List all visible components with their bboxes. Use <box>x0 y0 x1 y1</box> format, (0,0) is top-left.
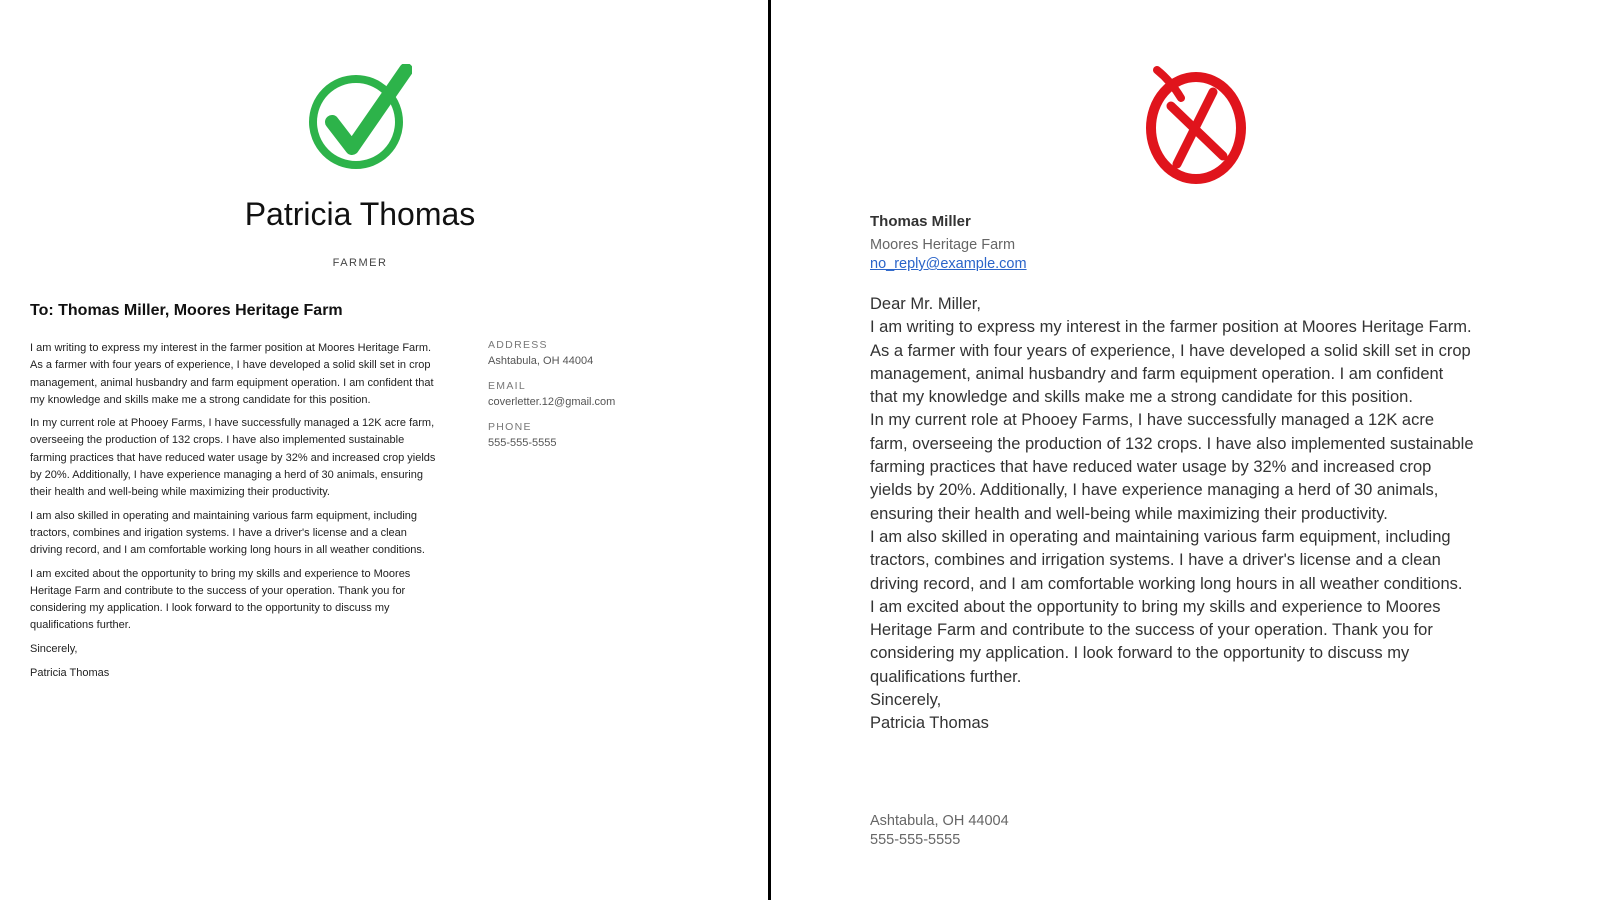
sender-contact <box>870 812 1009 850</box>
phone-label: PHONE <box>488 421 532 433</box>
recipient-name: Thomas Miller <box>870 213 971 230</box>
body-paragraph: In my current role at Phooey Farms, I have successfully managed a 12K acre farm, overseeing the production of 132 crops. I have also implemented sustainable farming practices that have reduced water usage by 32% and increased crop yields by 20%. Additionally, I have experience managing a herd of 30 animals, ensuring their health and well-being while maximizing their productivity. <box>30 417 436 499</box>
letter-body <box>30 340 442 689</box>
closing: Sincerely, <box>30 642 78 655</box>
body-paragraph: I am also skilled in operating and maintaining various farm equipment, including tractors, combines and irigation systems. I have a driver's license and a clean driving record, and I am comfortable working long hours in all weather conditions. <box>30 509 425 557</box>
good-example-panel <box>0 0 768 900</box>
signature: Patricia Thomas <box>870 714 989 733</box>
recipient-line: To: Thomas Miller, Moores Heritage Farm <box>30 302 343 319</box>
signature: Patricia Thomas <box>30 667 110 680</box>
body-paragraph: I am excited about the opportunity to bring my skills and experience to Moores Heritage Farm and contribute to the success of your operation. Thank you for considering my application. I look forward to the opportunity to discuss my qualifications further. <box>30 567 411 632</box>
recipient-block <box>870 212 1027 274</box>
greeting: Dear Mr. Miller, <box>870 295 981 313</box>
sender-address: Ashtabula, OH 44004 <box>870 813 1009 829</box>
email-label: EMAIL <box>488 380 527 392</box>
sender-phone: 555-555-5555 <box>870 832 961 848</box>
applicant-role: FARMER <box>332 257 388 269</box>
contact-sidebar <box>488 338 708 461</box>
body-paragraph: I am writing to express my interest in the farmer position at Moores Heritage Farm. As a farmer with four years of experience, I have developed a solid skill set in crop management, animal husbandry and farm equipment operation. I am confident that my knowledge and skills make me a strong candidate for this position. <box>870 318 1472 407</box>
address-label: ADDRESS <box>488 339 548 351</box>
x-mark-circle-icon <box>1141 66 1253 188</box>
letter-body <box>870 293 1475 736</box>
email-value: coverletter.12@gmail.com <box>488 396 616 408</box>
body-paragraph: I am excited about the opportunity to bring my skills and experience to Moores Heritage Farm and contribute to the success of your operation. Thank you for considering my application. I look forward to the opportunity to discuss my qualifications further. <box>870 597 1441 686</box>
address-value: Ashtabula, OH 44004 <box>488 355 594 367</box>
phone-value: 555-555-5555 <box>488 437 557 449</box>
recipient-company: Moores Heritage Farm <box>870 237 1016 253</box>
body-paragraph: I am writing to express my interest in the farmer position at Moores Heritage Farm. As a farmer with four years of experience, I have developed a solid skill set in crop management, animal husbandry and farm equipment operation. I am confident that my knowledge and skills make me a strong candidate for this position. <box>30 342 434 406</box>
recipient-email-link[interactable]: no_reply@example.com <box>870 256 1027 272</box>
bad-example-panel <box>771 0 1600 900</box>
closing: Sincerely, <box>870 691 942 710</box>
checkmark-circle-icon <box>308 64 412 176</box>
body-paragraph: In my current role at Phooey Farms, I have successfully managed a 12K acre farm, overseeing the production of 132 crops. I have also implemented sustainable farming practices that have reduced water usage by 32% and increased crop yields by 20%. Additionally, I have experience managing a herd of 30 animals, ensuring their health and well-being while maximizing their productivity. <box>870 411 1474 523</box>
applicant-name: Patricia Thomas <box>244 196 476 232</box>
body-paragraph: I am also skilled in operating and maintaining various farm equipment, including tractors, combines and irrigation systems. I have a driver's license and a clean driving record, and I am comfortable working long hours in all weather conditions. <box>870 527 1463 593</box>
